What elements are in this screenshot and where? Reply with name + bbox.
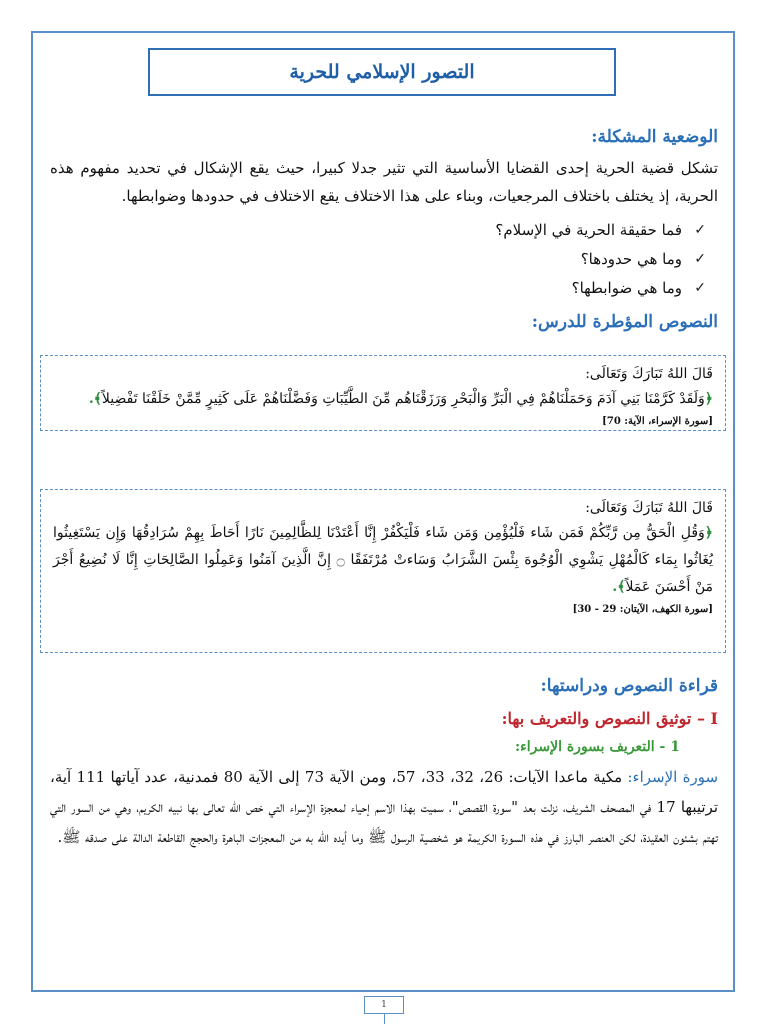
page-title-text: التصور الإسلامي للحرية (289, 61, 475, 83)
question-text: وما هي حدودها؟ (580, 250, 682, 268)
verse-reference: [سورة الإسراء، الآية: 70] (602, 416, 713, 427)
subsection-heading: 1 - التعريف بسورة الإسراء: (515, 739, 680, 755)
question-text: فما حقيقة الحرية في الإسلام؟ (495, 221, 682, 239)
problem-paragraph: تشكل قضية الحرية إحدى القضايا الأساسية التي تثير جدلا كبيرا، حيث يقع الإشكال في تحديد مفهوم هذه الحرية، إذ يختلف باختلاف المرجعيات، وبناء على هذا الاختلاف يقع الاختلاف في حدودها وضوابطها. (50, 159, 718, 205)
quran-verse (53, 520, 713, 601)
verse-text: وَقُلِ الْحَقُّ مِن رَّبِّكُمْ فَمَن شَاء فَلْيُؤْمِن وَمَن شَاء فَلْيَكْفُرْ إِنَّا أَعْتَدْنَا لِلظَّالِمِينَ نَارًا أَحَاطَ بِهِمْ سُرَادِقُهَا وَإِن يَسْتَغِيثُوا يُغَاثُوا بِمَاء كَالْمُهْلِ يَشْوِي الْوُجُوهَ بِئْسَ الشَّرَابُ وَسَاءتْ مُرْتَفَقًا ۝ إِنَّ الَّذِينَ آمَنُوا وَعَمِلُوا الصَّالِحَاتِ إِنَّا لَا نُضِيعُ أَجْرَ مَنْ أَحْسَنَ عَمَلاً (53, 525, 713, 595)
page-number (364, 996, 404, 1014)
checkmark-icon: ✓ (694, 280, 706, 296)
quote-intro: قَالَ اللهُ تَبَارَكَ وَتَعَالَى: (585, 366, 713, 382)
verse-open-bracket: ﴿ (704, 525, 713, 541)
surah-text: مكية ماعدا الآيات: 26، 32، 33، 57، ومن الآية 73 إلى الآية 80 فمدنية، عدد آياتها 111 آية، ترتيبها 17 في المصحف الشريف، نزلت بعد "سورة القصص"، سميت بهذا الاسم إحياء لمعجزة الإسراء التي خص الله تعالى بها نبيه الكريم، وهي من السور التي تهتم بشئون العقيدة، لكن العنصر البارز في هذه السورة الكريمة هو شخصية الرسول ﷺ وما أيده الله به من المعجزات الباهرة والحجج القاطعة الدالة على صدقه ﷺ. (50, 768, 718, 846)
surah-name: سورة الإسراء: (627, 768, 719, 786)
quote-intro: قَالَ اللهُ تَبَارَكَ وَتَعَالَى: (585, 500, 713, 516)
page-title (148, 48, 616, 96)
question-text: وما هي ضوابطها؟ (571, 279, 682, 297)
page-number-text: 1 (381, 1000, 387, 1010)
texts-heading: النصوص المؤطرة للدرس: (531, 312, 718, 332)
problem-heading: الوضعية المشكلة: (591, 127, 718, 147)
problem-questions (495, 216, 706, 303)
verse-open-bracket: ﴿ (704, 391, 713, 407)
verse-reference: [سورة الكهف، الآيتان: 29 - 30] (572, 604, 713, 615)
page-number-connector (384, 1014, 385, 1024)
checkmark-icon: ✓ (694, 251, 706, 267)
surah-description (50, 762, 718, 852)
verse-text: وَلَقَدْ كَرَّمْنَا بَنِي آدَمَ وَحَمَلْنَاهُمْ فِي الْبَرِّ وَالْبَحْرِ وَرَزَقْنَاهُم مِّنَ الطَّيِّبَاتِ وَفَضَّلْنَاهُمْ عَلَى كَثِيرٍ مِّمَّنْ خَلَقْنَا تَفْضِيلاً (101, 391, 705, 407)
list-item (495, 274, 706, 303)
section-heading: I – توثيق النصوص والتعريف بها: (501, 709, 718, 728)
reading-heading: قراءة النصوص ودراستها: (540, 676, 718, 696)
list-item (495, 216, 706, 245)
verse-close-bracket: ﴾. (88, 391, 102, 407)
list-item (495, 245, 706, 274)
checkmark-icon: ✓ (694, 222, 706, 238)
quote-box-1 (40, 355, 726, 431)
quran-verse (53, 386, 713, 413)
quote-box-2 (40, 489, 726, 653)
verse-close-bracket: ﴾. (612, 579, 626, 595)
